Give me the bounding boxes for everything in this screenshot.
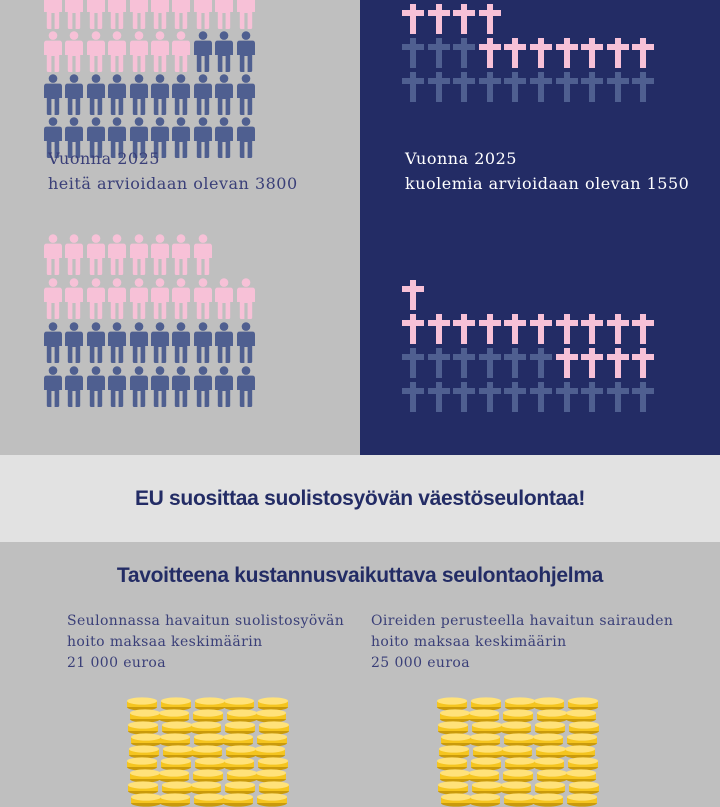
cross-icon — [453, 72, 475, 102]
person-icon — [65, 322, 83, 364]
cross-icon — [632, 72, 654, 102]
person-icon — [87, 322, 105, 364]
person-icon — [151, 31, 169, 73]
deaths-caption — [405, 146, 689, 196]
person-icon — [130, 0, 148, 30]
person-icon — [108, 366, 126, 408]
coin-stack-icon — [159, 793, 191, 807]
person-icon — [237, 322, 255, 364]
person-icon — [108, 234, 126, 276]
person-icon — [130, 366, 148, 408]
person-icon — [172, 31, 190, 73]
person-icon — [215, 31, 233, 73]
cross-icon — [530, 72, 552, 102]
cross-icon — [530, 314, 552, 344]
person-icon — [130, 74, 148, 116]
person-icon — [172, 366, 190, 408]
banner-title: EU suosittaa suolistosyövän väestöseulontaa! — [134, 486, 586, 510]
person-icon — [194, 234, 212, 276]
cross-icon — [607, 314, 629, 344]
cross-icon — [453, 382, 475, 412]
person-icon — [194, 366, 212, 408]
coin-stack-icon — [256, 793, 288, 807]
cross-icon — [453, 348, 475, 378]
cross-icon — [632, 348, 654, 378]
person-icon — [44, 366, 62, 408]
cross-icon — [581, 314, 603, 344]
person-icon — [172, 0, 190, 30]
symptoms-cost-line2: hoito maksaa keskimäärin — [371, 634, 567, 650]
section-title: Tavoitteena kustannusvaikuttava seulontaohjelma — [116, 564, 604, 587]
cross-icon — [453, 314, 475, 344]
cross-icon — [632, 314, 654, 344]
person-icon — [194, 31, 212, 73]
cross-icon — [479, 38, 501, 68]
deaths-panel — [360, 0, 720, 455]
cost-section — [0, 542, 720, 800]
cross-icon — [428, 348, 450, 378]
screening-cost-line2: hoito maksaa keskimäärin — [67, 634, 263, 650]
cross-icon — [581, 348, 603, 378]
cross-icon — [402, 382, 424, 412]
person-icon — [87, 234, 105, 276]
person-icon — [87, 0, 105, 30]
person-icon — [151, 322, 169, 364]
deaths-caption-line2: kuolemia arvioidaan olevan 1550 — [405, 174, 690, 193]
person-icon — [65, 74, 83, 116]
cross-icon — [556, 72, 578, 102]
cases-panel — [0, 0, 360, 455]
cross-icon — [428, 382, 450, 412]
coin-stack-icon — [222, 793, 254, 807]
person-icon — [194, 278, 212, 320]
cross-icon — [479, 72, 501, 102]
coin-stack-icon — [130, 793, 162, 807]
person-icon — [87, 366, 105, 408]
screening-cost-amount: 21 000 euroa — [67, 655, 167, 671]
person-icon — [237, 31, 255, 73]
cross-icon — [402, 314, 424, 344]
cross-icon — [428, 38, 450, 68]
person-icon — [172, 322, 190, 364]
cross-icon — [428, 4, 450, 34]
person-icon — [44, 74, 62, 116]
person-icon — [172, 278, 190, 320]
person-icon — [130, 234, 148, 276]
cross-icon — [530, 348, 552, 378]
person-icon — [215, 278, 233, 320]
cross-icon — [607, 348, 629, 378]
person-icon — [237, 278, 255, 320]
person-icon — [237, 366, 255, 408]
cases-caption-line1: Vuonna 2025 — [48, 149, 160, 168]
cross-icon — [428, 72, 450, 102]
cross-icon — [581, 72, 603, 102]
cross-icon — [530, 38, 552, 68]
coin-stack-icon — [469, 793, 501, 807]
cross-icon — [556, 348, 578, 378]
cross-icon — [581, 382, 603, 412]
cross-icon — [581, 38, 603, 68]
cross-icon — [402, 4, 424, 34]
cross-icon — [556, 38, 578, 68]
cross-icon — [402, 38, 424, 68]
coin-stack-icon — [193, 793, 225, 807]
person-icon — [108, 74, 126, 116]
cases-caption — [48, 146, 298, 196]
person-icon — [151, 278, 169, 320]
person-icon — [151, 234, 169, 276]
person-icon — [44, 322, 62, 364]
cross-icon — [556, 314, 578, 344]
person-icon — [194, 0, 212, 30]
person-icon — [130, 278, 148, 320]
symptoms-cost-line1: Oireiden perusteella havaitun sairauden — [371, 613, 674, 629]
cross-icon — [632, 38, 654, 68]
person-icon — [215, 366, 233, 408]
person-icon — [44, 0, 62, 30]
person-icon — [151, 74, 169, 116]
cross-icon — [428, 314, 450, 344]
person-icon — [108, 31, 126, 73]
cross-icon — [504, 348, 526, 378]
person-icon — [108, 278, 126, 320]
person-icon — [108, 0, 126, 30]
coin-stack-icon — [532, 793, 564, 807]
person-icon — [172, 234, 190, 276]
person-icon — [151, 366, 169, 408]
person-icon — [65, 366, 83, 408]
person-icon — [65, 0, 83, 30]
cross-icon — [479, 314, 501, 344]
deaths-caption-line1: Vuonna 2025 — [405, 149, 517, 168]
person-icon — [151, 0, 169, 30]
person-icon — [44, 31, 62, 73]
cross-icon — [402, 72, 424, 102]
coin-stack-icon — [503, 793, 535, 807]
screening-cost-line1: Seulonnassa havaitun suolistosyövän — [67, 613, 345, 629]
person-icon — [215, 74, 233, 116]
cross-icon — [504, 72, 526, 102]
cross-icon — [453, 38, 475, 68]
cross-icon — [556, 382, 578, 412]
cross-icon — [453, 4, 475, 34]
cross-icon — [607, 382, 629, 412]
person-icon — [65, 31, 83, 73]
person-icon — [65, 278, 83, 320]
cross-icon — [479, 382, 501, 412]
person-icon — [65, 234, 83, 276]
coin-stack-icon — [440, 793, 472, 807]
screening-cost-text — [67, 611, 344, 674]
cases-caption-line2: heitä arvioidaan olevan 3800 — [48, 174, 298, 193]
person-icon — [194, 322, 212, 364]
person-icon — [108, 322, 126, 364]
person-icon — [130, 322, 148, 364]
cross-icon — [402, 280, 424, 310]
cross-icon — [504, 314, 526, 344]
symptoms-cost-amount: 25 000 euroa — [371, 655, 471, 671]
person-icon — [44, 278, 62, 320]
cross-icon — [607, 72, 629, 102]
person-icon — [237, 0, 255, 30]
person-icon — [44, 234, 62, 276]
recommendation-banner — [0, 455, 720, 542]
symptoms-cost-text — [371, 611, 673, 674]
coin-stack-icon — [566, 793, 598, 807]
person-icon — [87, 31, 105, 73]
person-icon — [237, 74, 255, 116]
cross-icon — [632, 382, 654, 412]
person-icon — [87, 278, 105, 320]
person-icon — [87, 74, 105, 116]
cross-icon — [504, 38, 526, 68]
cross-icon — [504, 382, 526, 412]
cross-icon — [479, 348, 501, 378]
person-icon — [194, 74, 212, 116]
cross-icon — [607, 38, 629, 68]
person-icon — [172, 74, 190, 116]
cross-icon — [479, 4, 501, 34]
person-icon — [215, 0, 233, 30]
person-icon — [130, 31, 148, 73]
cross-icon — [530, 382, 552, 412]
person-icon — [215, 322, 233, 364]
cross-icon — [402, 348, 424, 378]
